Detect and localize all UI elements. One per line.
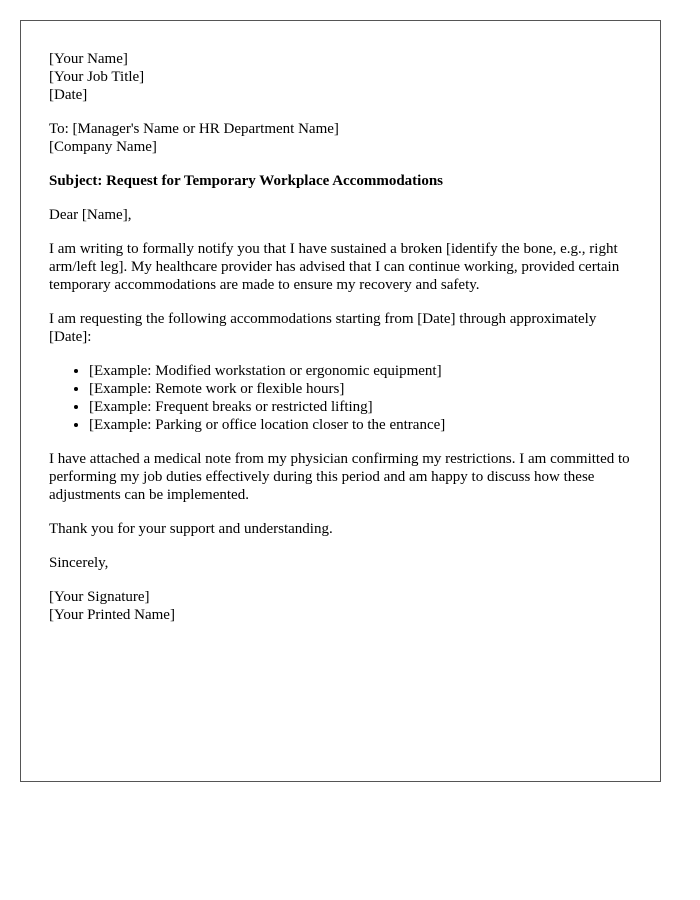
- recipient-to: To: [Manager's Name or HR Department Name]: [49, 121, 339, 137]
- printed-name: [Your Printed Name]: [49, 607, 175, 623]
- sender-job-title: [Your Job Title]: [49, 69, 145, 85]
- letter-date: [Date]: [49, 87, 88, 103]
- list-item: • [Example: Modified workstation or ergonomic equipment]: [89, 362, 632, 380]
- signature: [Your Signature]: [49, 589, 150, 605]
- signature-block: [49, 588, 632, 624]
- accommodations-list: [49, 362, 632, 434]
- salutation: Dear [Name],: [49, 207, 132, 223]
- sender-block: [49, 50, 632, 104]
- paragraph-medical-note: I have attached a medical note from my physician confirming my restrictions. I am committed to performing my job duties effectively during this period and am happy to discuss how these adjustments can be implemented.: [49, 451, 630, 503]
- list-item: • [Example: Frequent breaks or restricted lifting]: [89, 398, 632, 416]
- recipient-company: [Company Name]: [49, 139, 157, 155]
- recipient-block: [49, 120, 632, 156]
- closing: Sincerely,: [49, 555, 109, 571]
- sender-name: [Your Name]: [49, 51, 128, 67]
- paragraph-thanks: Thank you for your support and understanding.: [49, 521, 333, 537]
- list-item: • [Example: Remote work or flexible hours]: [89, 380, 632, 398]
- paragraph-request: I am requesting the following accommodations starting from [Date] through approximately [Date]:: [49, 311, 597, 345]
- paragraph-notification: I am writing to formally notify you that I have sustained a broken [identify the bone, e.g., right arm/left leg]. My healthcare provider has advised that I can continue working, provided certain temporary accommodations are made to ensure my recovery and safety.: [49, 241, 620, 293]
- subject-line: Subject: Request for Temporary Workplace Accommodations: [49, 173, 444, 189]
- letter: [20, 20, 661, 782]
- list-item: • [Example: Parking or office location closer to the entrance]: [89, 416, 632, 434]
